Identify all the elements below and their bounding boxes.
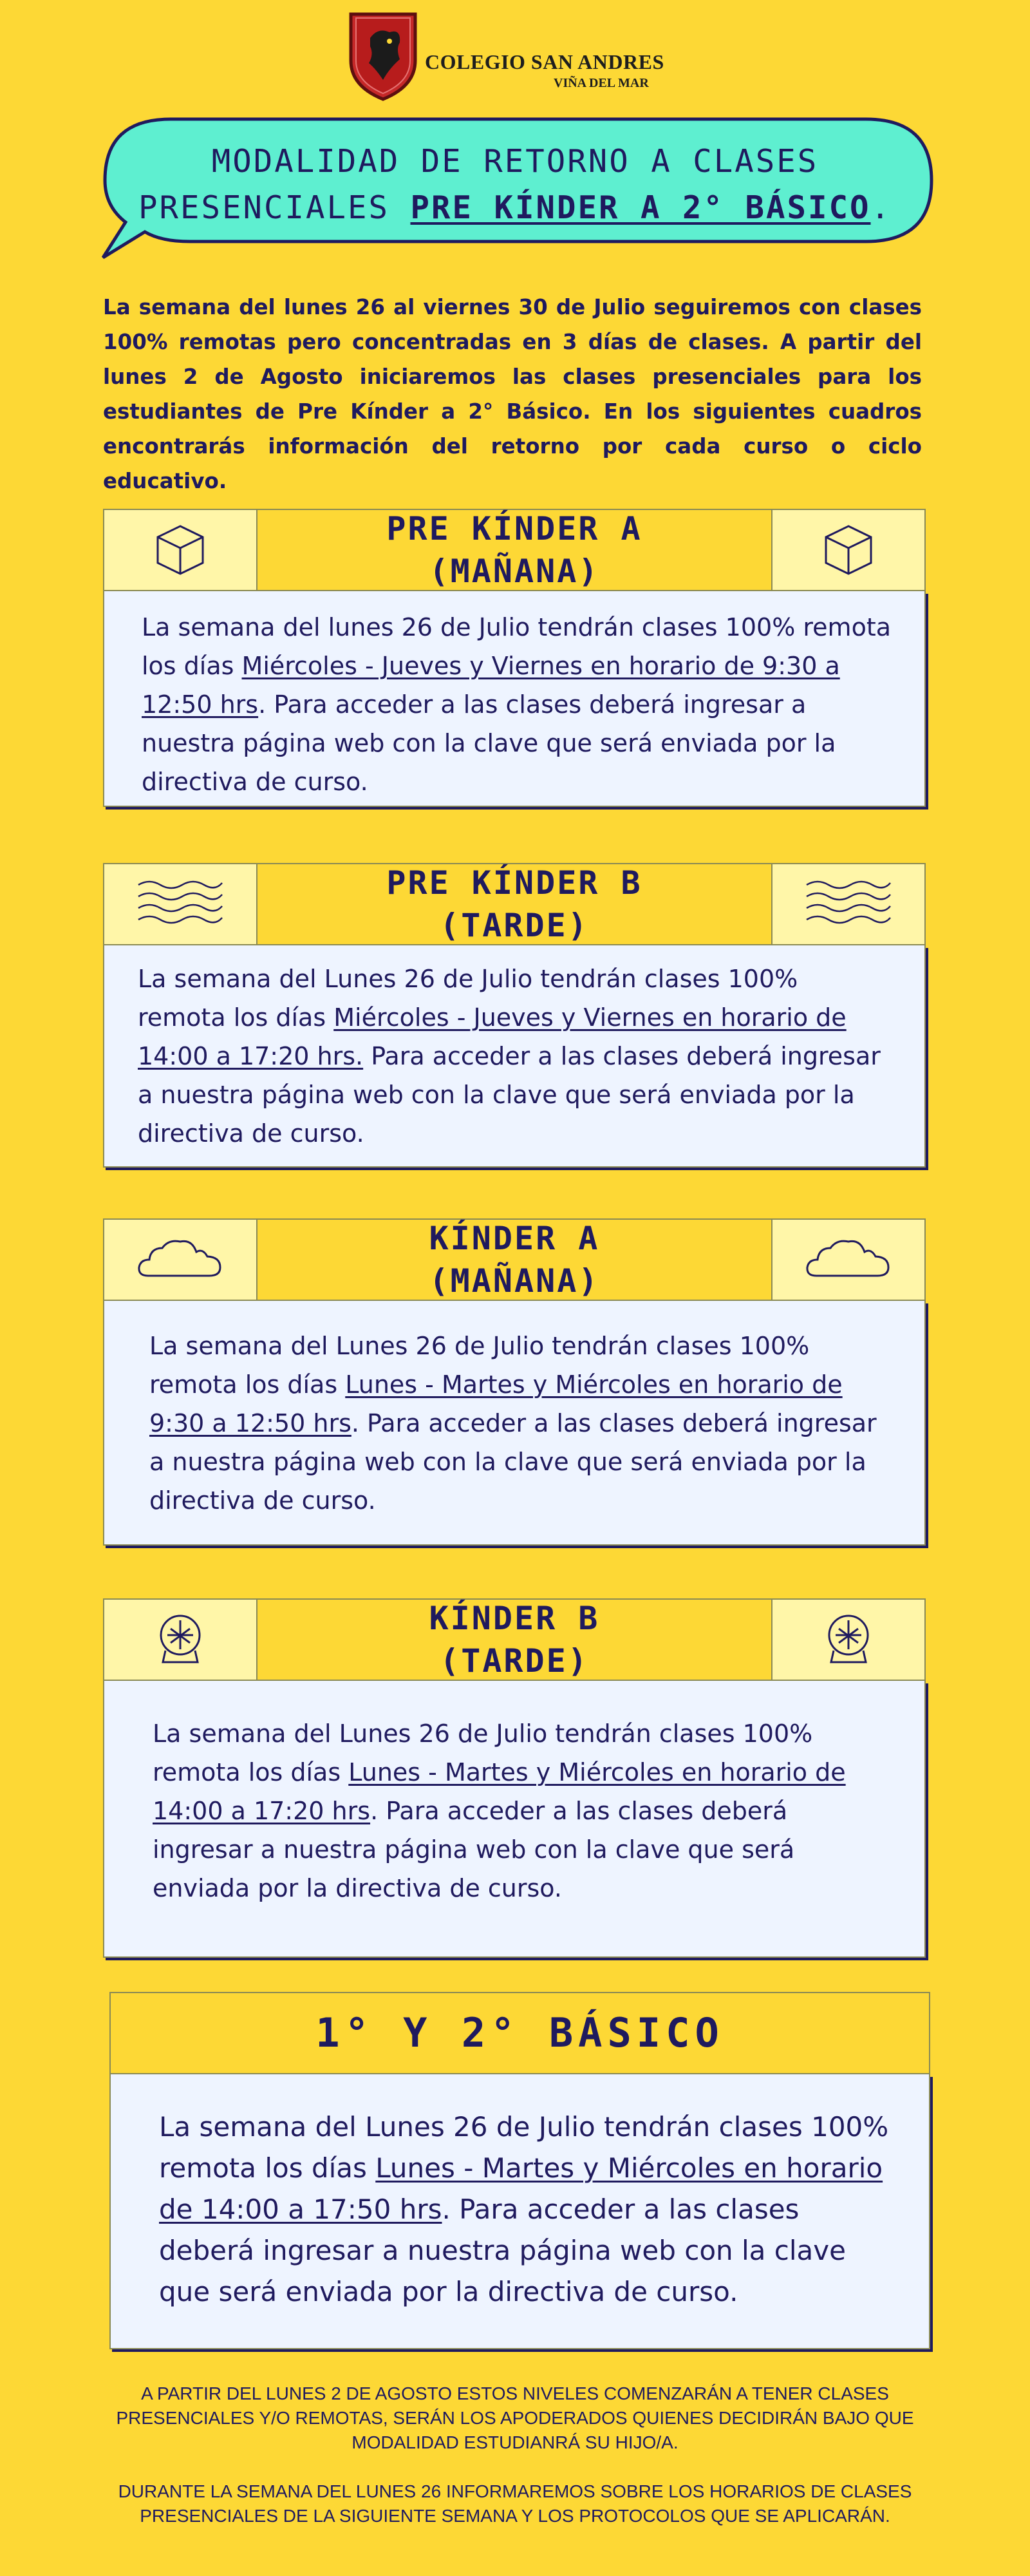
card-side-right [771, 510, 924, 590]
card-title: 1° Y 2° BÁSICO [315, 2009, 724, 2056]
cloud-icon [803, 1234, 894, 1285]
card-side-right [771, 1220, 924, 1300]
card-text [159, 2107, 890, 2313]
card-body [103, 945, 926, 1168]
card-kinder-a [103, 1218, 926, 1546]
card-title: PRE KÍNDER B (TARDE) [386, 864, 642, 944]
card-text-start: La semana del Lunes 26 de Julio tendrán clases 100% remota los días [153, 1719, 813, 1786]
card-body [109, 2074, 930, 2349]
cube-icon [151, 521, 209, 579]
card-schedule: Lunes - Martes y Miércoles en horario de 14:00 a 17:50 hrs [159, 2152, 883, 2225]
card-schedule: Lunes - Martes y Miércoles en horario de 14:00 a 17:20 hrs [153, 1758, 846, 1825]
card-schedule: Lunes - Martes y Miércoles en horario de 9:30 a 12:50 hrs [149, 1370, 843, 1437]
card-pre-kinder-b [103, 863, 926, 1168]
school-name: COLEGIO SAN ANDRES [425, 50, 664, 73]
card-text [142, 608, 892, 801]
card-body [103, 1681, 926, 1958]
card-kinder-b [103, 1598, 926, 1958]
cloud-icon [135, 1234, 225, 1285]
card-header [103, 509, 926, 591]
school-logo [344, 9, 666, 106]
card-body [103, 1301, 926, 1546]
card-text-end: . Para acceder a las clases deberá ingresar a nuestra página web con la clave que será enviada por la directiva de curso. [159, 2193, 846, 2307]
card-text-end: . Para acceder a las clases deberá ingresar a nuestra página web con la clave que será enviada por la directiva de curso. [142, 690, 836, 796]
card-basico [109, 1992, 930, 2349]
card-body [103, 591, 926, 807]
title-line-2 [129, 185, 901, 231]
card-text-start: La semana del lunes 26 de Julio tendrán clases 100% remota los días [142, 613, 892, 680]
card-title: KÍNDER B (TARDE) [429, 1600, 600, 1680]
card-text-start: La semana del Lunes 26 de Julio tendrán clases 100% remota los días [138, 965, 798, 1032]
card-side-right [771, 864, 924, 944]
card-text-start: La semana del Lunes 26 de Julio tendrán clases 100% remota los días [159, 2111, 889, 2184]
card-text [153, 1714, 892, 1908]
card-header [109, 1992, 930, 2074]
card-schedule: Miércoles - Jueves y Viernes en horario de 14:00 a 17:20 hrs. [138, 1003, 847, 1070]
crest-icon [344, 9, 422, 102]
card-text [138, 960, 892, 1153]
card-header [103, 1218, 926, 1301]
card-text-start: La semana del Lunes 26 de Julio tendrán clases 100% remota los días [149, 1332, 810, 1399]
card-header [103, 1598, 926, 1681]
title-suffix: . [870, 189, 892, 226]
waves-icon [803, 875, 894, 933]
footer-note-2: DURANTE LA SEMANA DEL LUNES 26 INFORMAREMOS SOBRE LOS HORARIOS DE CLASES PRESENCIALES DE LA SIGUIENTE SEMANA Y LOS PROTOCOLOS QUE SE APLICARÁN. [118, 2481, 912, 2526]
card-title: PRE KÍNDER A (MAÑANA) [386, 510, 642, 590]
card-text-end: . Para acceder a las clases deberá ingresar a nuestra página web con la clave que será enviada por la directiva de curso. [153, 1797, 795, 1902]
card-schedule: Miércoles - Jueves y Viernes en horario de 9:30 a 12:50 hrs [142, 652, 840, 719]
card-pre-kinder-a [103, 509, 926, 807]
card-side-left [104, 1600, 258, 1680]
card-side-left [104, 510, 258, 590]
footer-note-1: A PARTIR DEL LUNES 2 DE AGOSTO ESTOS NIVELES COMENZARÁN A TENER CLASES PRESENCIALES Y/O REMOTAS, SERÁN LOS APODERADOS QUIENES DECIDIRÁN BAJO QUE MODALIDAD ESTUDIANRÁ SU HIJO/A. [116, 2383, 914, 2452]
card-title: KÍNDER A (MAÑANA) [429, 1220, 600, 1300]
title-prefix: PRESENCIALES [138, 189, 411, 226]
card-text-end: . Para acceder a las clases deberá ingresar a nuestra página web con la clave que será enviada por la directiva de curso. [149, 1409, 877, 1515]
card-side-left [104, 1220, 258, 1300]
cube-icon [819, 521, 877, 579]
card-text-end: Para acceder a las clases deberá ingresar a nuestra página web con la clave que será enviada por la directiva de curso. [138, 1042, 881, 1148]
card-side-right [771, 1600, 924, 1680]
school-city: VIÑA DEL MAR [554, 76, 649, 90]
snow-globe-icon [151, 1611, 209, 1669]
card-header [103, 863, 926, 945]
waves-icon [135, 875, 225, 933]
card-side-left [104, 864, 258, 944]
intro-paragraph: La semana del lunes 26 al viernes 30 de Julio seguiremos con clases 100% remotas pero concentradas en 3 días de clases. A partir del lunes 2 de Agosto iniciaremos las clases presenciales para los estudiantes de Pre Kínder a 2° Básico. En los siguientes cuadros encontrarás información del retorno por cada curso o ciclo educativo. [103, 295, 922, 493]
page-title [129, 138, 901, 231]
title-line-1: MODALIDAD DE RETORNO A CLASES [211, 143, 819, 180]
card-text [149, 1327, 892, 1520]
title-emphasis: PRE KÍNDER A 2° BÁSICO [410, 189, 871, 226]
snow-globe-icon [819, 1611, 877, 1669]
